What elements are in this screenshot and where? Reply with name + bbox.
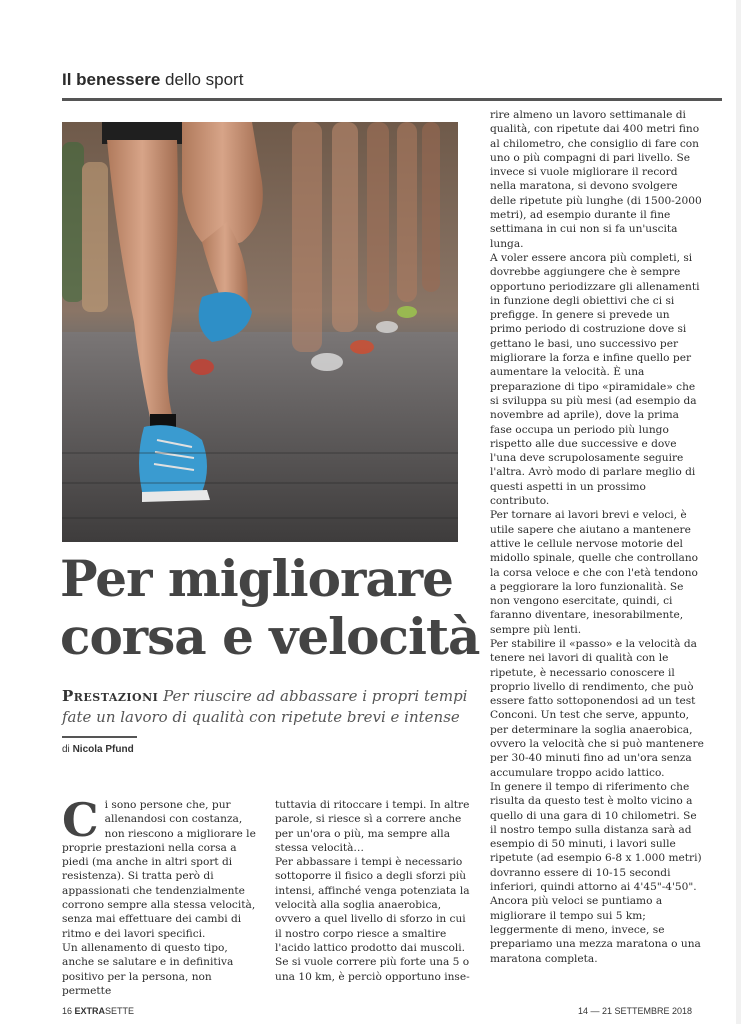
page-number: 16 xyxy=(62,1006,73,1016)
paragraph: tuttavia di ritoccare i tempi. In altre parole, si riesce sì a correre anche per un'ora o più, ma sempre alla stessa velocità… xyxy=(275,799,470,854)
paragraph: i sono persone che, pur allenandosi con costanza, non riescono a migliorare le proprie prestazioni nella corsa a piedi (ma anche in altri sport di resistenza). Si tratta però di appassionati che tendenzialmente corrono sempre alla stessa velocità, senza mai effettuare dei cambi di ritmo e dei lavori specifici. xyxy=(62,799,256,940)
deck xyxy=(62,686,482,728)
deck-kicker: Prestazioni xyxy=(62,687,159,705)
body-column-3 xyxy=(490,108,704,966)
paragraph: Per tornare ai lavori brevi e veloci, è utile sapere che aiutano a mantenere attive le cellule nervose motorie del midollo spinale, quelle che controllano la corsa veloce e che con l'età tendono a peggiorare la loro funzionalità. Se non vengono esercitate, quindi, ci faranno diventare, inesorabilmente, sempre più lenti. xyxy=(490,509,699,636)
body-column-2 xyxy=(275,798,473,984)
body-column-1 xyxy=(62,793,258,998)
byline-rule xyxy=(62,736,137,738)
issue-date: 14 — 21 SETTEMBRE 2018 xyxy=(578,1006,693,1016)
drop-cap: C xyxy=(62,793,99,847)
paragraph: A voler essere ancora più completi, si dovrebbe aggiungere che è sempre opportuno periodizzare gli allenamenti in funzione degli obiettivi che ci si prefigge. In genere si prevede un primo periodo di costruzione dove si gettano le basi, uno successivo per migliorare la forza e infine quello per aumentare la velocità. È una preparazione di tipo «piramidale» che si sviluppa su più mesi (ad esempio da novembre ad aprile), dove la prima fase occupa un periodo più lungo rispetto alle due successive e dove l'una deve scrupolosamente seguire l'altra. Avrò modo di parlare meglio di questi aspetti in un prossimo contributo. xyxy=(490,251,700,508)
runners-photo-illustration xyxy=(62,122,458,542)
paragraph: rire almeno un lavoro settimanale di qualità, con ripetute dai 400 metri fino al chilometro, che consiglio di fare con uno o più compagni di pari livello. Se invece si vuole migliorare il record nella maratona, si devono svolgere delle ripetute più lunghe (di 1500-2000 metri), ad esempio durante il fine settimana in cui non si fa un'uscita lunga. xyxy=(490,109,702,250)
paragraph: Un allenamento di questo tipo, anche se salutare e in definitiva positivo per la persona, non permette xyxy=(62,941,234,997)
section-title-rest: dello sport xyxy=(160,70,244,89)
header-rule xyxy=(62,98,722,101)
deck-text: Per riuscire ad abbassare i propri tempi fate un lavoro di qualità con ripetute brevi e intense xyxy=(62,687,468,726)
brand-bold: EXTRA xyxy=(74,1006,106,1016)
paragraph: Per abbassare i tempi è necessario sottoporre il fisico a degli sforzi più intensi, affinché venga potenziata la velocità alla soglia anaerobica, ovvero a quel livello di sforzo in cui il nostro corpo riesce a smaltire l'acido lattico prodotto dai muscoli. xyxy=(275,856,470,954)
page-edge xyxy=(736,0,741,1024)
brand-rest: SETTE xyxy=(105,1006,135,1016)
headline-line-1: Per migliorare xyxy=(60,549,453,608)
headline xyxy=(60,550,480,666)
headline-line-2: corsa e velocità xyxy=(60,607,480,666)
paragraph: Per stabilire il «passo» e la velocità da tenere nei lavori di qualità con le ripetute, è necessario conoscere il proprio livello di rendimento, che può essere fatto sottoponendosi ad un test Conconi. Un test che serve, appunto, per determinare la soglia anaerobica, ovvero la velocità che si può mantenere per 30-40 minuti fino ad un'ora senza accumulare troppo acido lattico. xyxy=(490,637,704,779)
footer-left xyxy=(62,1006,134,1016)
byline xyxy=(62,744,134,755)
author-name: Nicola Pfund xyxy=(72,744,134,755)
paragraph: Se si vuole correre più forte una 5 o una 10 km, è perciò opportuno inse- xyxy=(275,956,470,983)
byline-prefix: di xyxy=(62,744,73,755)
section-title xyxy=(62,70,243,90)
paragraph: In genere il tempo di riferimento che risulta da questo test è molto vicino a quello di una gara di 10 chilometri. Se il nostro tempo sulla distanza sarà ad esempio di 50 minuti, i lavori sulle ripetute (ad esempio 6-8 x 1.000 metri) dovranno essere di 10-15 secondi inferiori, quindi attorno ai 4'45"-4'50". Ancora più veloci se puntiamo a migliorare il tempo sui 5 km; leggermente di meno, invece, se prepariamo una mezza maratona o una maratona completa. xyxy=(490,780,702,965)
article-photo xyxy=(62,122,458,542)
section-title-bold: Il benessere xyxy=(62,70,161,89)
